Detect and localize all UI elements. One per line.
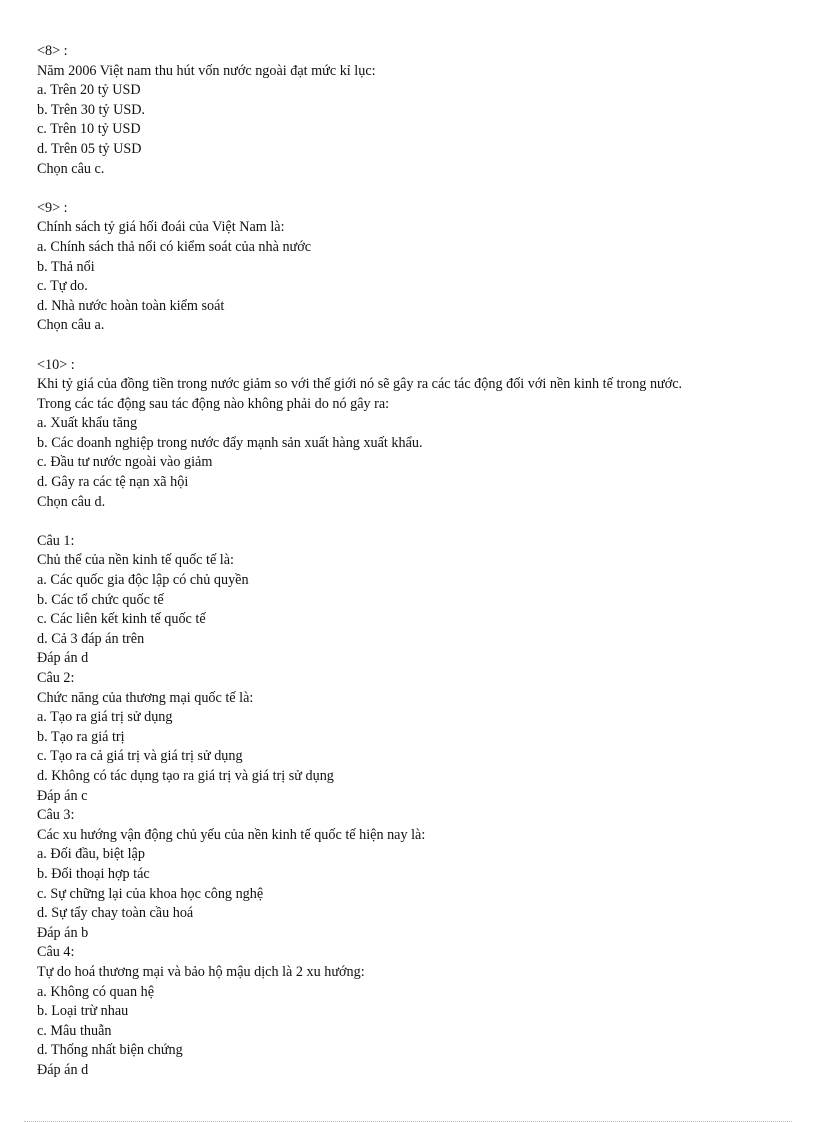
question-number: <8> : — [37, 43, 68, 59]
question-block-cau-3 — [37, 806, 797, 943]
document-page — [37, 42, 797, 1080]
option-a: a. Chính sách thả nổi có kiểm soát của nhà nước — [37, 238, 312, 255]
option-d: d. Cả 3 đáp án trên — [37, 630, 145, 647]
question-block-cau-1 — [37, 532, 797, 669]
option-c: c. Các liên kết kinh tế quốc tế — [37, 611, 206, 628]
answer-text: Chọn câu a. — [37, 317, 105, 334]
answer-text: Đáp án b — [37, 924, 89, 941]
question-text: Chức năng của thương mại quốc tế là: — [37, 689, 254, 706]
option-a: a. Xuất khẩu tăng — [37, 415, 138, 432]
question-text: Tự do hoá thương mại và bảo hộ mậu dịch là 2 xu hướng: — [37, 963, 365, 980]
question-block-cau-2 — [37, 669, 797, 806]
option-d: d. Trên 05 tỷ USD — [37, 140, 142, 157]
option-d: d. Sự tẩy chay toàn cầu hoá — [37, 905, 194, 922]
option-c: c. Tạo ra cả giá trị và giá trị sử dụng — [37, 748, 243, 765]
question-text: Chủ thể của nền kinh tế quốc tế là: — [37, 552, 234, 569]
option-b: b. Các tổ chức quốc tế — [37, 591, 164, 608]
question-block-9 — [37, 199, 797, 336]
blank-line — [37, 512, 797, 532]
option-a: a. Trên 20 tỷ USD — [37, 82, 141, 99]
question-number: Câu 3: — [37, 807, 75, 824]
question-number: Câu 2: — [37, 670, 75, 686]
option-a: a. Đối đầu, biệt lập — [37, 846, 145, 863]
question-number: <10> : — [37, 356, 75, 373]
option-a: a. Tạo ra giá trị sử dụng — [37, 709, 173, 726]
option-c: c. Đầu tư nước ngoài vào giảm — [37, 454, 213, 471]
option-d: d. Nhà nước hoàn toàn kiểm soát — [37, 297, 225, 314]
question-block-cau-4 — [37, 943, 797, 1080]
question-block-8 — [37, 42, 797, 179]
option-c: c. Mâu thuẫn — [37, 1022, 112, 1039]
option-b: b. Các doanh nghiệp trong nước đẩy mạnh sản xuất hàng xuất khẩu. — [37, 434, 423, 451]
question-text: Năm 2006 Việt nam thu hút vốn nước ngoài đạt mức kỉ lục: — [37, 62, 376, 79]
question-number: <9> : — [37, 199, 68, 216]
answer-text: Đáp án c — [37, 787, 88, 804]
option-c: c. Sự chững lại của khoa học công nghệ — [37, 885, 264, 902]
option-b: b. Loại trừ nhau — [37, 1003, 129, 1020]
option-b: b. Thả nổi — [37, 258, 95, 275]
question-text: Các xu hướng vận động chủ yếu của nền kinh tế quốc tế hiện nay là: — [37, 826, 426, 843]
option-c: c. Trên 10 tỷ USD — [37, 121, 141, 138]
question-number: Câu 1: — [37, 532, 75, 549]
page-bottom-divider — [24, 1121, 792, 1122]
option-a: a. Các quốc gia độc lập có chủ quyền — [37, 572, 249, 589]
answer-text: Đáp án d — [37, 650, 89, 667]
blank-line — [37, 336, 797, 356]
question-text: Chính sách tỷ giá hối đoái của Việt Nam là: — [37, 219, 285, 236]
question-text-continued: Trong các tác động sau tác động nào không phải do nó gây ra: — [37, 395, 390, 412]
answer-text: Chọn câu d. — [37, 493, 106, 510]
option-d: d. Không có tác dụng tạo ra giá trị và giá trị sử dụng — [37, 767, 334, 784]
question-number: Câu 4: — [37, 944, 75, 961]
option-a: a. Không có quan hệ — [37, 983, 155, 1000]
option-b: b. Trên 30 tỷ USD. — [37, 101, 146, 118]
blank-line — [37, 179, 797, 199]
option-b: b. Đối thoại hợp tác — [37, 865, 150, 882]
question-block-10 — [37, 356, 797, 513]
question-text: Khi tỷ giá của đồng tiền trong nước giảm so với thế giới nó sẽ gây ra các tác động đối với nền kinh tế trong nước. — [37, 376, 683, 393]
option-b: b. Tạo ra giá trị — [37, 728, 125, 745]
answer-text: Đáp án d — [37, 1061, 89, 1078]
option-d: d. Thống nhất biện chứng — [37, 1042, 183, 1059]
answer-text: Chọn câu c. — [37, 160, 105, 177]
option-d: d. Gây ra các tệ nạn xã hội — [37, 474, 189, 491]
option-c: c. Tự do. — [37, 278, 88, 295]
